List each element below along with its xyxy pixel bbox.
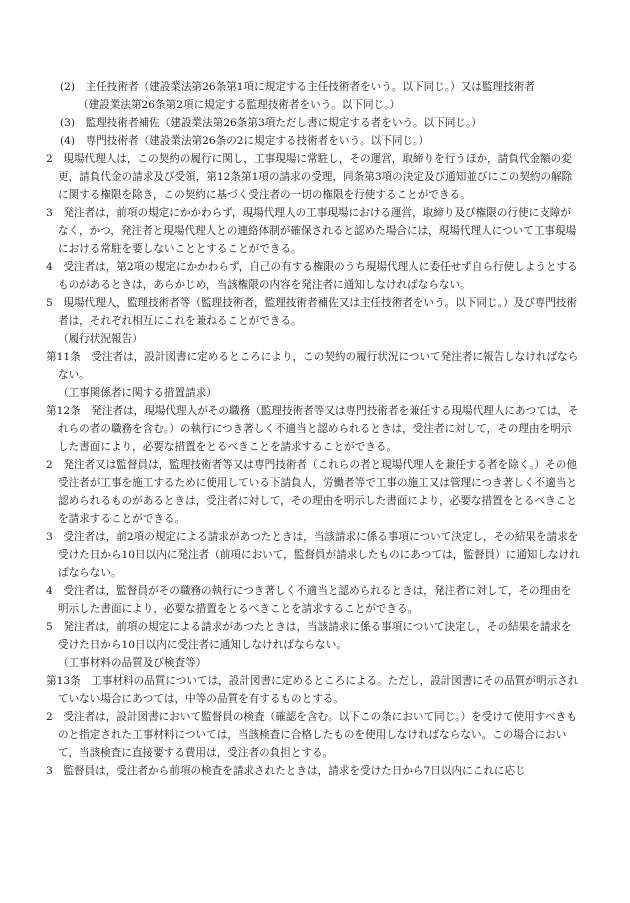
paragraph-13-2: 2 受注者は，設計図書において監督員の検査（確認を含む。以下この条において同じ。）を受けて使用すべきものと指定された工事材料については，当該検査に合格したものを使用しなければならない。この場合において，当該検査に直接要する費用は，受注者の負担とする。 <box>46 711 577 759</box>
clause-item-3: (3) 監理技術者補佐（建設業法第26条第3項ただし書に規定する者をいう。以下同じ。） <box>60 117 482 129</box>
paragraph-12-4: 4 受注者は，監督員がその職務の執行につき著しく不適当と認められるときは，発注者に対して，その理由を明示した書面により，必要な措置をとるべきことを請求することができる。 <box>46 585 572 615</box>
paragraph-10-4: 4 受注者は，第2項の規定にかかわらず，自己の有する権限のうち現場代理人に委任せず自ら行使しようとするものがあるときは，あらかじめ，当該権限の内容を発注者に通知しなければならない。 <box>46 261 578 291</box>
article-11: 第11条 受注者は，設計図書に定めるところにより，この契約の履行状況について発注者に報告しなければならない。 <box>46 351 579 381</box>
clause-item-4: (4) 専門技術者（建設業法第26条の2に規定する技術者をいう。以下同じ。） <box>60 135 429 147</box>
article-12: 第12条 発注者は，現場代理人がその職務（監理技術者等又は専門技術者を兼任する現場代理人にあつては，それらの者の職務を含む。）の執行につき著しく不適当と認められるときは，受注者に対して，その理由を明示した書面により，必要な措置をとるべきことを請求することができる。 <box>46 405 579 453</box>
clause-item-2: (2) 主任技術者（建設業法第26条第1項に規定する主任技術者をいう。以下同じ。）又は監理技術者 <box>60 81 535 93</box>
clause-item-2-continued: （建設業法第26条第2項に規定する監理技術者をいう。以下同じ。） <box>78 99 401 111</box>
paragraph-10-5: 5 現場代理人，監理技術者等（監理技術者，監理技術者補佐又は主任技術者をいう。以下同じ。）及び専門技術者は，それぞれ相互にこれを兼ねることができる。 <box>46 297 578 327</box>
heading-article-12: （工事関係者に関する措置請求） <box>58 387 217 399</box>
paragraph-12-2: 2 発注者又は監督員は，監理技術者等又は専門技術者（これらの者と現場代理人を兼任する者を除く。）その他受注者が工事を施工するために使用している下請負人，労働者等で工事の施工又は管理につき著しく不適当と認められるものがあるときは，受注者に対して，その理由を明示した書面により，必要な措置をとるべきことを請求することができる。 <box>46 459 577 525</box>
heading-article-13: （工事材料の品質及び検査等） <box>58 657 207 669</box>
paragraph-10-3: 3 発注者は，前項の規定にかかわらず，現場代理人の工事現場における運営，取締り及び権限の行使に支障がなく，かつ，発注者と現場代理人との連絡体制が確保されると認めた場合には，現場代理人について工事現場における常駐を要しないこととすることができる。 <box>46 207 577 255</box>
article-13: 第13条 工事材料の品質については，設計図書に定めるところによる。ただし，設計図書にその品質が明示されていない場合にあつては，中等の品質を有するものとする。 <box>46 675 579 705</box>
paragraph-12-5: 5 発注者は，前項の規定による請求があつたときは，当該請求に係る事項について決定し，その結果を請求を受けた日から10日以内に受注者に通知しなければならない。 <box>46 621 572 651</box>
paragraph-10-2: 2 現場代理人は，この契約の履行に関し，工事現場に常駐し，その運営，取締りを行うほか，請負代金額の変更，請負代金の請求及び受領，第12条第1項の請求の受理，同条第3項の決定及び通知並びにこの契約の解除に関する権限を除き，この契約に基づく受注者の一切の権限を行使することができる。 <box>46 153 573 201</box>
paragraph-13-3: 3 監督員は，受注者から前項の検査を請求されたときは，請求を受けた日から7日以内にこれに応じ <box>46 765 526 777</box>
paragraph-12-3: 3 受注者は，前2項の規定による請求があつたときは，当該請求に係る事項について決定し，その結果を請求を受けた日から10日以内に発注者（前項において，監督員が請求したものにあつては，監督員）に通知しなければならない。 <box>46 531 580 579</box>
heading-article-11: （履行状況報告） <box>58 333 143 345</box>
